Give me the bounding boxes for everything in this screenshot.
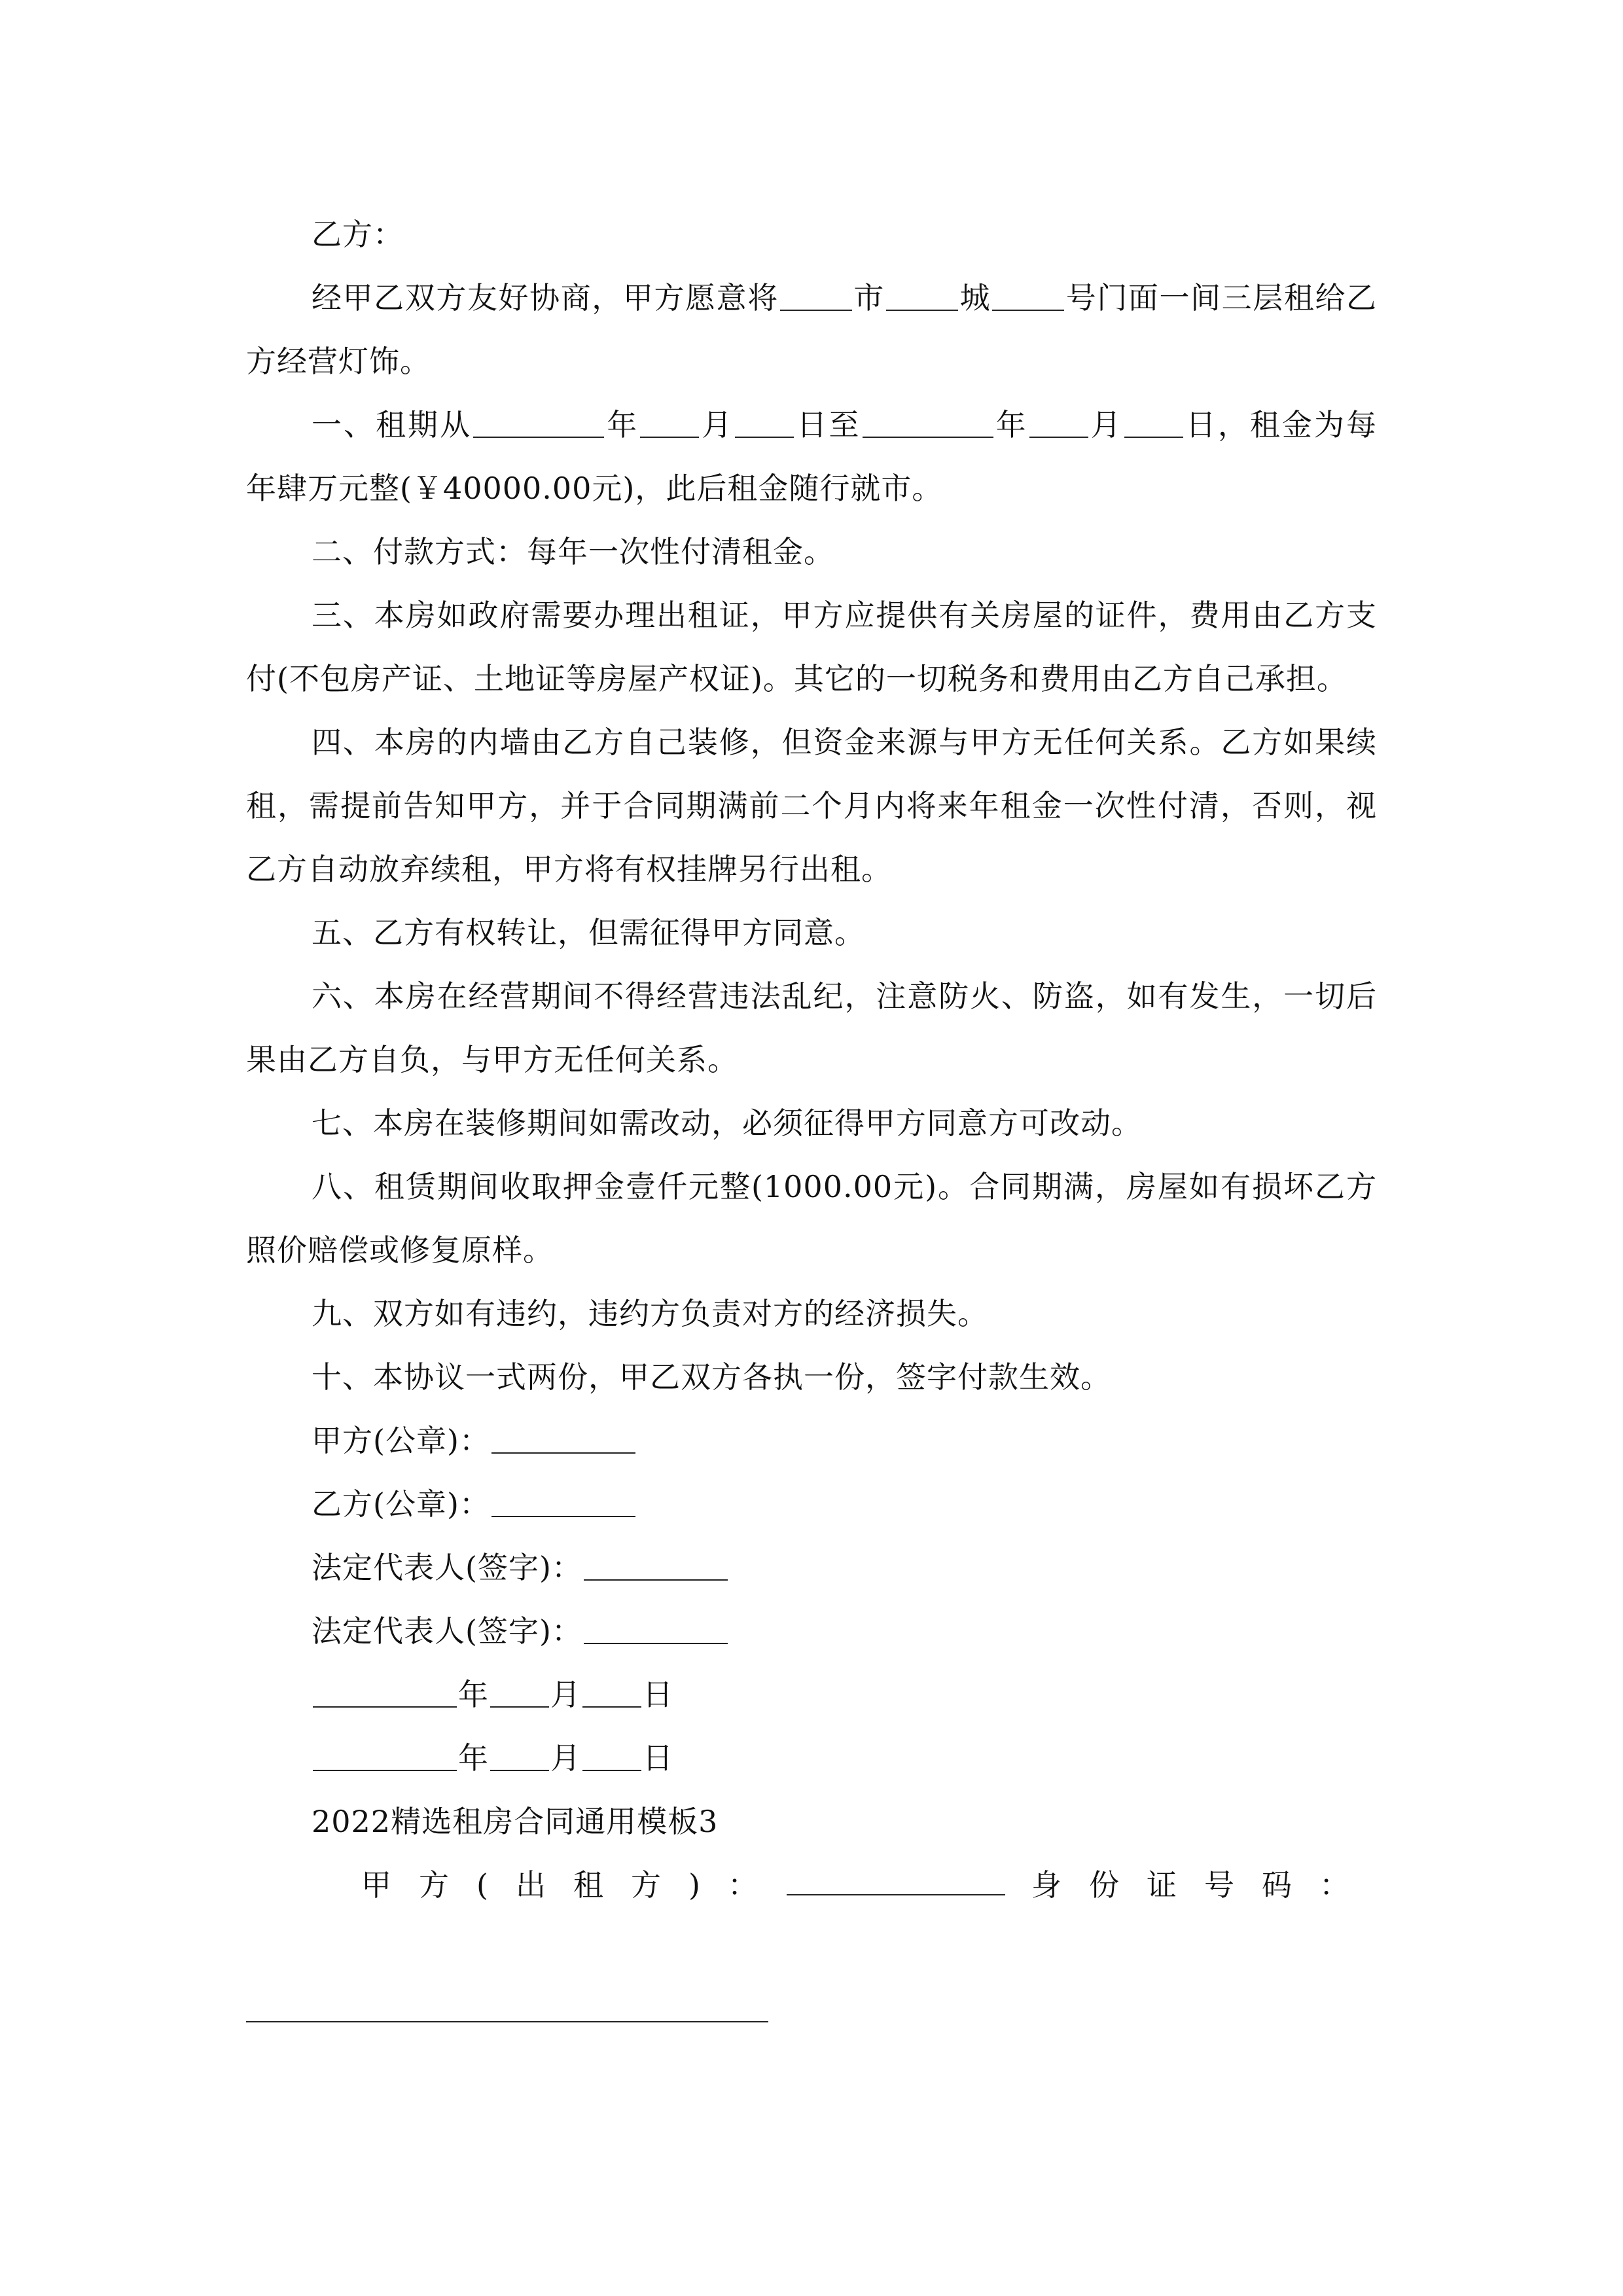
next-party-a-label: 甲方(出租方)： (361, 1867, 785, 1903)
signature-party-a: 甲方(公章)： (246, 1409, 1377, 1473)
id-number-blank (246, 2021, 768, 2022)
date-2-year-blank (313, 1744, 457, 1771)
next-id-label: 身份证号码： (1031, 1867, 1377, 1903)
start-year-blank (473, 410, 604, 438)
start-day-blank (735, 410, 794, 438)
next-template-title: 2022精选租房合同通用模板3 (312, 1804, 719, 1839)
party-a-seal-blank (491, 1426, 635, 1454)
date-1-day-blank (582, 1680, 641, 1708)
date-line-1: 年 月 日 (246, 1663, 1377, 1727)
district-blank (886, 283, 958, 311)
date-1-year-blank (313, 1680, 457, 1708)
signature-representative-2: 法定代表人(签字)： (246, 1600, 1377, 1663)
end-day-blank (1124, 410, 1183, 438)
end-month-blank (1029, 410, 1088, 438)
rep-1-signature-blank (584, 1553, 728, 1581)
next-party-a-blank (787, 1868, 1005, 1895)
intro-paragraph: 经甲乙双方友好协商，甲方愿意将 市 城 号门面一间三层租给乙方经营灯饰。 (246, 280, 1378, 379)
clause-10: 十、本协议一式两份，甲乙双方各执一份，签字付款生效。 (312, 1359, 1111, 1395)
party-b-seal-blank (491, 1490, 635, 1517)
clause-3: 三、本房如政府需要办理出租证，甲方应提供有关房屋的证件，费用由乙方支付(不包房产证、土地证等房屋产权证)。其它的一切税务和费用由乙方自己承担。 (246, 598, 1377, 696)
start-month-blank (640, 410, 699, 438)
date-2-day-blank (582, 1744, 641, 1771)
signature-representative-1: 法定代表人(签字)： (246, 1536, 1377, 1600)
clause-8: 八、租赁期间收取押金壹仟元整(1000.00元)。合同期满，房屋如有损坏乙方照价赔偿或修复原样。 (246, 1169, 1377, 1268)
rep-2-signature-blank (584, 1617, 728, 1644)
clause-2: 二、付款方式：每年一次性付清租金。 (312, 534, 834, 569)
city-blank (780, 283, 852, 311)
date-line-2: 年 月 日 (246, 1727, 1377, 1790)
clause-1: 一、租期从 年 月 日至 年 月 日，租金为每年肆万元整(￥40000.00元)，此后租金随行就市。 (246, 407, 1378, 506)
end-year-blank (863, 410, 993, 438)
number-blank (992, 283, 1064, 311)
clause-6: 六、本房在经营期间不得经营违法乱纪，注意防火、防盗，如有发生，一切后果由乙方自负，与甲方无任何关系。 (246, 978, 1377, 1077)
clause-9: 九、双方如有违约，违约方负责对方的经济损失。 (312, 1296, 988, 1331)
clause-7: 七、本房在装修期间如需改动，必须征得甲方同意方可改动。 (312, 1105, 1142, 1141)
date-1-month-blank (490, 1680, 549, 1708)
date-2-month-blank (490, 1744, 549, 1771)
signature-party-b: 乙方(公章)： (246, 1473, 1377, 1536)
clause-5: 五、乙方有权转让，但需征得甲方同意。 (312, 915, 865, 950)
clause-4: 四、本房的内墙由乙方自己装修，但资金来源与甲方无任何关系。乙方如果续租，需提前告知甲方，并于合同期满前二个月内将来年租金一次性付清，否则，视乙方自动放弃续租，甲方将有权挂牌另行出租。 (246, 725, 1377, 887)
next-party-a-line (246, 1854, 1377, 1917)
party-b-heading: 乙方： (312, 217, 404, 252)
contract-body (246, 203, 1377, 1917)
